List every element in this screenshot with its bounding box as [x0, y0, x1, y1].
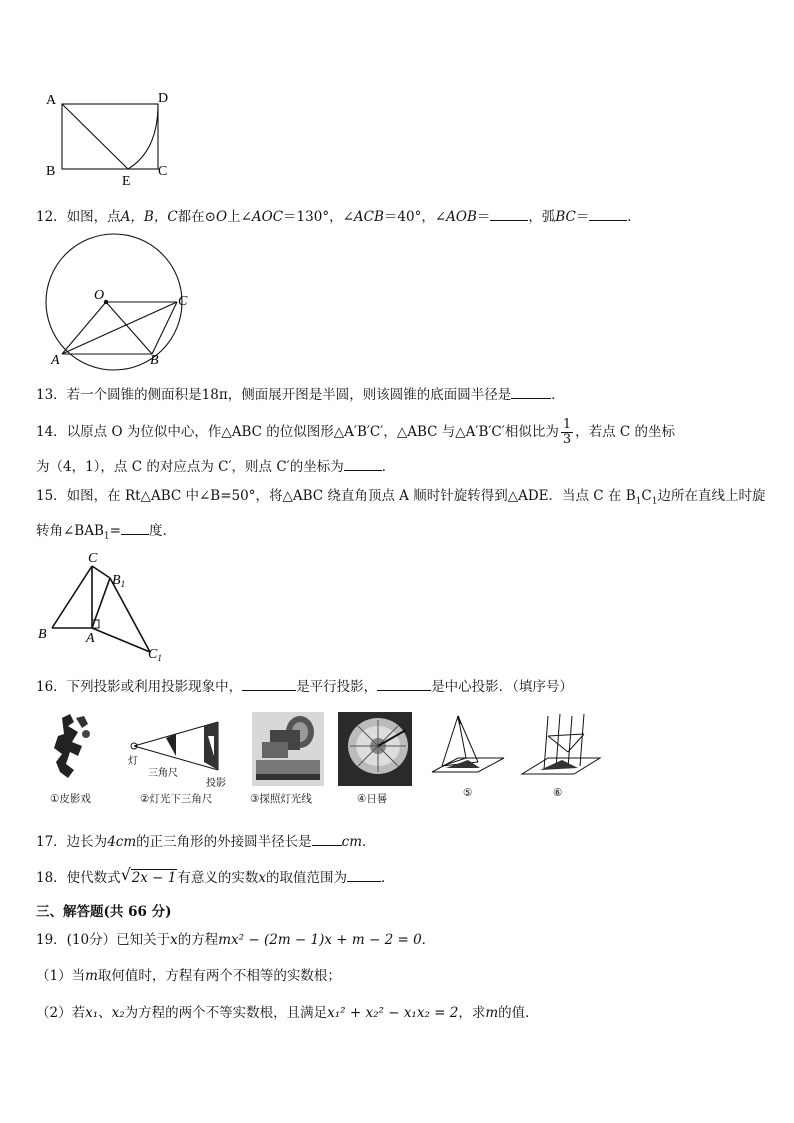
- text: 边所在直线上时旋: [657, 488, 766, 504]
- text: =: [109, 523, 121, 539]
- condition: x₁² + x₂² − x₁x₂ = 2: [327, 1005, 459, 1021]
- numerator: 1: [562, 417, 572, 432]
- sqrt-expression: [120, 865, 178, 888]
- lamp-triangle-image: [126, 712, 230, 790]
- answer-blank[interactable]: [589, 206, 627, 221]
- circle-center: O: [216, 209, 228, 225]
- problem-15-line-1: [36, 486, 765, 512]
- fraction-one-third: [561, 418, 573, 447]
- label-e: E: [122, 174, 131, 189]
- text: 转角∠BAB: [36, 523, 104, 539]
- label-b: B: [46, 164, 56, 179]
- caption-lamp-triangle: ②灯光下三角尺: [140, 793, 213, 805]
- ruler-label: 三角尺: [148, 768, 178, 779]
- problem-14-line-1: [36, 418, 675, 447]
- text: 19．(10分）已知关于: [36, 932, 171, 948]
- label-b1: [112, 573, 125, 589]
- label-a: A: [86, 631, 95, 646]
- problem-19-part-1: [36, 966, 341, 986]
- points: A，B，C: [120, 209, 178, 225]
- text: 为（4，1），点 C 的对应点为 C′，则点 C′的坐标为: [36, 459, 344, 475]
- caption-searchlight: ③探照灯光线: [250, 793, 312, 805]
- root-x2: x₂: [111, 1005, 125, 1021]
- label-b: B: [150, 353, 159, 368]
- answer-blank[interactable]: [312, 831, 342, 846]
- text: 13．若一个圆锥的侧面积是18π，侧面展开图是半圆，则该圆锥的底面圆半径是: [36, 387, 512, 403]
- label-o: O: [94, 288, 105, 303]
- label-c: C: [158, 164, 168, 179]
- caption-sundial: ④日晷: [357, 793, 388, 805]
- text: ＝: [476, 209, 491, 225]
- answer-blank[interactable]: [377, 676, 431, 691]
- side-length: 4cm: [107, 834, 137, 850]
- angle-acb: ACB: [353, 209, 384, 225]
- answer-blank[interactable]: [344, 456, 382, 471]
- text: （1）当: [36, 968, 86, 984]
- label-b1-main: B: [112, 573, 121, 588]
- label-b: B: [38, 627, 47, 642]
- text: ．: [381, 870, 395, 886]
- text: 17．边长为: [36, 834, 108, 850]
- text: ．: [362, 834, 376, 850]
- text: 是平行投影，: [296, 679, 378, 695]
- root-x1: x₁: [85, 1005, 99, 1021]
- text: ．: [627, 209, 641, 225]
- parallel-projection-6-image: [518, 712, 604, 788]
- shadow-label: 投影: [206, 778, 226, 789]
- text: ．: [381, 459, 396, 475]
- label-c1: [148, 647, 162, 663]
- text: 为方程的两个不等实数根，且满足: [124, 1005, 328, 1021]
- caption-projection-6: ⑥: [553, 787, 563, 799]
- problem-number: 12．: [36, 209, 67, 225]
- unit: cm: [341, 834, 363, 850]
- text: 都在⊙: [177, 209, 216, 225]
- label-c: C: [178, 294, 188, 309]
- label-c: C: [88, 551, 98, 566]
- problem-18: [36, 867, 395, 888]
- label-d: D: [158, 91, 169, 106]
- text: 的值．: [498, 1005, 539, 1021]
- text: ，弧: [528, 209, 556, 225]
- angle-aob: AOB: [446, 209, 477, 225]
- radicand: 2x − 1: [131, 870, 177, 886]
- variable-m: m: [485, 1005, 499, 1021]
- section-heading: 三、解答题(共 66 分): [36, 904, 172, 920]
- denominator: 3: [562, 432, 572, 447]
- variable-x: x: [170, 932, 178, 948]
- text: 的方程: [177, 932, 219, 948]
- text: 15．如图，在 Rt△ABC 中∠B=50°，将△ABC 绕直角顶点 A 顺时针旋转得到△ADE．当点 C 在 B: [36, 488, 636, 504]
- answer-blank[interactable]: [121, 520, 149, 535]
- shadow-puppet-image: [48, 712, 94, 788]
- text: 16．下列投影或利用投影现象中，: [36, 679, 243, 695]
- figure-rectangle-abcd: [40, 86, 180, 190]
- label-a: A: [51, 353, 60, 368]
- problem-16: [36, 676, 573, 697]
- text: （2）若: [36, 1005, 86, 1021]
- caption-projection-5: ⑤: [463, 787, 473, 799]
- text: 上∠: [227, 209, 252, 225]
- variable-x: x: [258, 870, 266, 886]
- text: 是中心投影．（填序号）: [431, 679, 573, 695]
- text: ，若点 C 的坐标: [575, 424, 676, 440]
- figure-circle-o: [34, 232, 199, 372]
- searchlight-image: [252, 712, 324, 786]
- text: 14．以原点 O 为位似中心，作△ABC 的位似图形△A′B′C′，△ABC 与△A′B′C′相似比为: [36, 424, 559, 440]
- problem-17: [36, 831, 376, 852]
- problem-12: [36, 206, 641, 227]
- label-c1-sub: 1: [157, 653, 162, 663]
- label-b1-sub: 1: [120, 579, 126, 589]
- variable-m: m: [85, 968, 98, 984]
- text: 如图，点: [66, 209, 121, 225]
- answer-blank[interactable]: [347, 867, 381, 882]
- subscript: 1: [103, 531, 110, 542]
- lamp-label: 灯: [128, 756, 138, 767]
- subscript: 1: [635, 496, 642, 507]
- text: ＝130°，∠: [283, 209, 354, 225]
- text: 度.: [148, 523, 167, 539]
- figure-rotated-triangles: [34, 548, 174, 666]
- answer-blank[interactable]: [242, 676, 296, 691]
- answer-blank[interactable]: [490, 206, 528, 221]
- sundial-image: [338, 712, 412, 786]
- text: 的取值范围为: [266, 870, 347, 886]
- text: ．: [421, 932, 436, 948]
- text: ．: [551, 387, 565, 403]
- arc-bc: BC: [555, 209, 576, 225]
- parallel-projection-5-image: [428, 712, 508, 788]
- problem-13: [36, 384, 565, 405]
- text: 、: [98, 1005, 112, 1021]
- equation: mx² − (2m − 1)x + m − 2 = 0: [218, 932, 422, 948]
- text: 18．使代数式: [36, 870, 121, 886]
- caption-shadow-puppet: ①皮影戏: [50, 793, 91, 805]
- angle-aoc: AOC: [251, 209, 284, 225]
- label-c1-main: C: [148, 647, 158, 662]
- problem-19: [36, 930, 435, 950]
- text: 的正三角形的外接圆半径长是: [136, 834, 312, 850]
- answer-blank[interactable]: [511, 384, 551, 399]
- sqrt-sign: √: [120, 865, 131, 884]
- text: C: [641, 488, 652, 504]
- text: ＝: [575, 209, 590, 225]
- text: ，求: [458, 1005, 486, 1021]
- problem-14-line-2: [36, 456, 395, 477]
- problem-15-line-2: [36, 520, 167, 547]
- text: 有意义的实数: [177, 870, 259, 886]
- text: 取何值时，方程有两个不相等的实数根；: [97, 968, 341, 984]
- text: ＝40°，∠: [383, 209, 447, 225]
- subscript: 1: [651, 496, 658, 507]
- label-a: A: [46, 93, 57, 108]
- problem-19-part-2: [36, 1003, 539, 1023]
